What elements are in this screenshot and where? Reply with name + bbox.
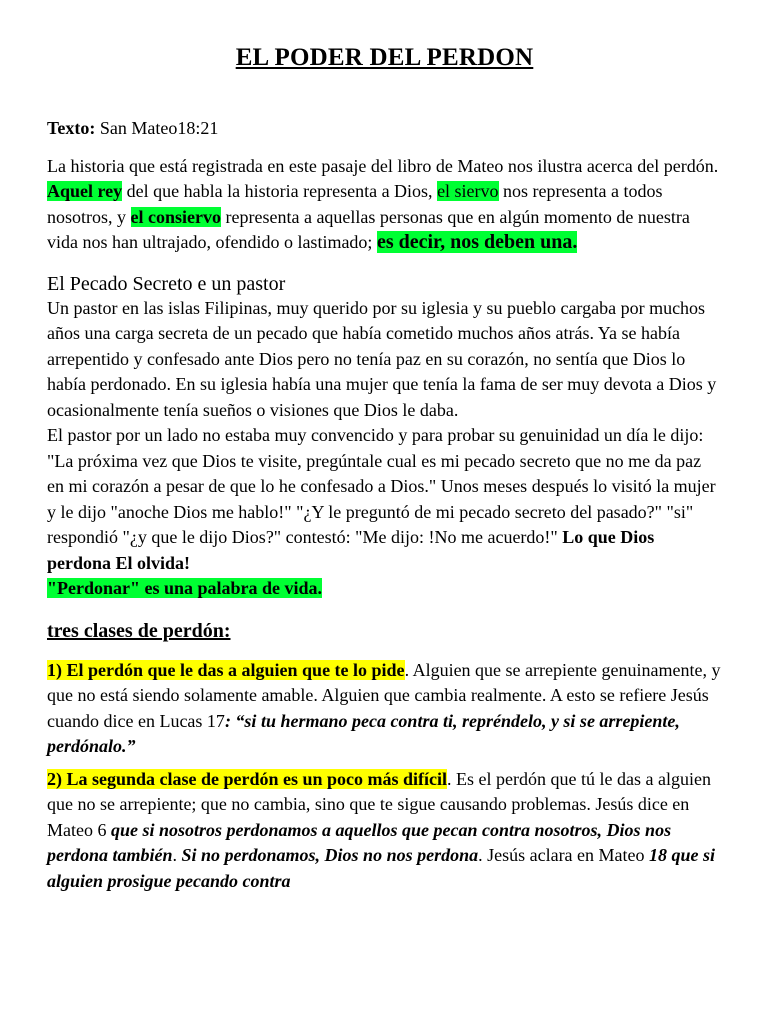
texto-value: San Mateo18:21 [95,118,219,138]
item-2-text-1: . Es el perdón que tú le das a alguien que no se arrepiente; que no cambia, sino que te sigue causando problemas. Jesús dice en Mateo 6 [47,768,711,840]
intro-text-2: del que habla la historia representa a Dios, [122,181,438,201]
texto-label: Texto: [47,118,96,138]
item-2-quote-2: Si no perdonamos, Dios no nos perdona [181,845,479,865]
story-paragraph-2 [47,423,722,602]
section-heading-tres-clases: tres clases de perdón: [47,619,231,642]
intro-text-3: nos representa a todos nosotros, y [47,181,663,227]
section-heading-pecado-secreto: El Pecado Secreto e un pastor [47,272,286,295]
highlight-es-decir: es decir, nos deben una. [376,231,578,253]
highlight-el-siervo: el siervo [437,181,499,201]
document-title: EL PODER DEL PERDON [235,44,534,71]
item-1-quote: : “si tu hermano peca contra ti, repréndelo, y si se arrepiente, perdónalo.” [47,710,680,756]
highlight-item-1: 1) El perdón que le das a alguien que te lo pide [47,659,405,680]
highlight-item-2: 2) La segunda clase de perdón es un poco más difícil [47,768,448,789]
item-2-text-2: . [172,845,182,865]
intro-text-4: representa a aquellas personas que en algún momento de nuestra vida nos han ultrajado, ofendido o lastimado; [47,206,690,252]
forgiveness-item-1 [47,658,722,760]
forgiveness-item-2 [47,767,722,895]
story-paragraph-1: Un pastor en las islas Filipinas, muy querido por su iglesia y su pueblo cargaba por muchos años una carga secreta de un pecado que había cometido muchos años atrás. Ya se había arrepentido y confesado ante Dios pero no tenía paz en su corazón, no sentía que Dios lo había perdonado. En su iglesia había una mujer que tenía la fama de ser muy devota a Dios y ocasionalmente tenía sueños o visiones que Dios le daba. [47,297,717,420]
story-text: El pastor por un lado no estaba muy convencido y para probar su genuinidad un día le dijo: "La próxima vez que Dios te visite, pregúntale cual es mi pecado secreto que no me da paz en mi corazón a pesar de que lo he confesado a Dios." Unos meses después lo visitó la mujer y le dijo "anoche Dios me hablo!" "¿Y le preguntó de mi pecado secreto del pasado?" "si" respondió "¿y que le dijo Dios?" contestó: "Me dijo: !No me acuerdo!" [47,425,716,547]
item-2-quote-3: 18 que si alguien prosigue pecando contra [47,845,716,891]
highlight-perdonar: "Perdonar" es una palabra de vida. [47,578,323,598]
item-2-quote-1: que si nosotros perdonamos a aquellos que pecan contra nosotros, Dios nos perdona también [47,819,672,865]
highlight-el-consiervo: el consiervo [130,206,221,227]
intro-paragraph [47,154,722,256]
intro-text-1: La historia que está registrada en este pasaje del libro de Mateo nos ilustra acerca del perdón. [47,155,719,176]
item-2-text-3: . Jesús aclara en Mateo [478,845,650,865]
texto-line [47,116,722,142]
highlight-aquel-rey: Aquel rey [47,181,123,201]
item-1-text: . Alguien que se arrepiente genuinamente, y que no está siendo solamente amable. Alguien que cambia realmente. A esto se refiere Jesús cuando dice en Lucas 17 [47,659,721,731]
story-bold-conclusion: Lo que Dios perdona El olvida! [47,527,655,573]
